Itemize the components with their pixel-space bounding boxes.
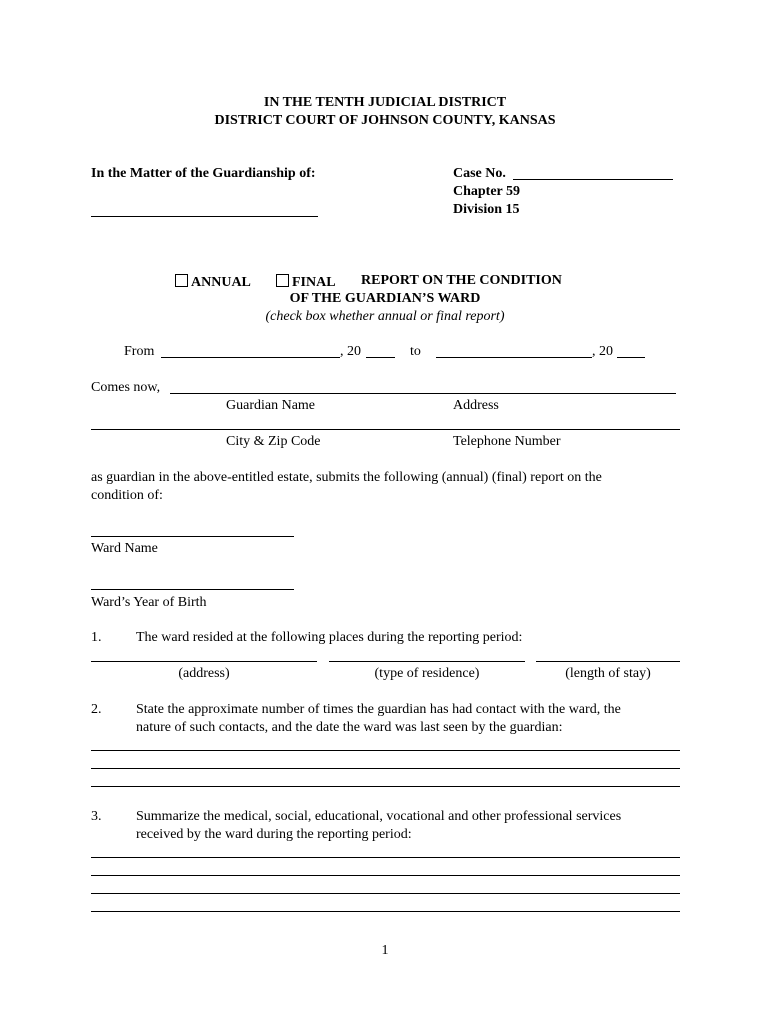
matter-label: In the Matter of the Guardianship of: (91, 166, 316, 181)
services-answer-line[interactable] (91, 857, 680, 858)
annual-option[interactable] (175, 274, 251, 290)
statement-line2: condition of: (91, 488, 163, 503)
from-label: From (124, 344, 155, 359)
annual-label: ANNUAL (191, 275, 251, 290)
length-of-stay-field[interactable] (536, 661, 680, 662)
page-number: 1 (381, 943, 389, 958)
item3-text-line1: Summarize the medical, social, educational, vocational and other professional services (136, 809, 622, 824)
ward-birth-year-field[interactable] (91, 589, 294, 590)
ward-name-line[interactable] (91, 216, 318, 217)
from-date-field[interactable] (161, 357, 340, 358)
report-title-line1: REPORT ON THE CONDITION (361, 273, 562, 288)
residence-type-field[interactable] (329, 661, 525, 662)
statement-line1: as guardian in the above-entitled estate, submits the following (annual) (final) report on the (91, 470, 602, 485)
division-label: Division 15 (453, 202, 520, 217)
chapter-label: Chapter 59 (453, 184, 521, 199)
services-answer-line[interactable] (91, 893, 680, 894)
services-answer-line[interactable] (91, 911, 680, 912)
to-date-field[interactable] (436, 357, 592, 358)
ward-name-caption: Ward Name (91, 541, 158, 556)
telephone-caption: Telephone Number (453, 434, 561, 449)
case-no-label: Case No. (453, 166, 506, 181)
ward-name-field[interactable] (91, 536, 294, 537)
from-year-prefix: , 20 (340, 344, 361, 359)
item1-number: 1. (91, 630, 102, 645)
report-instruction: (check box whether annual or final report) (265, 309, 505, 324)
comes-now-label: Comes now, (91, 380, 161, 395)
item3-text-line2: received by the ward during the reporting period: (136, 827, 412, 842)
annual-checkbox[interactable] (175, 274, 188, 287)
court-header-line2: DISTRICT COURT OF JOHNSON COUNTY, KANSAS (214, 113, 556, 128)
final-option[interactable] (276, 274, 336, 290)
report-title-line2: OF THE GUARDIAN’S WARD (289, 291, 481, 306)
contact-answer-line[interactable] (91, 750, 680, 751)
final-checkbox[interactable] (276, 274, 289, 287)
court-header-line1: IN THE TENTH JUDICIAL DISTRICT (263, 95, 507, 110)
final-label: FINAL (292, 275, 336, 290)
to-label: to (410, 344, 421, 359)
city-zip-caption: City & Zip Code (226, 434, 321, 449)
guardian-name-address-field[interactable] (170, 393, 676, 394)
item2-text-line2: nature of such contacts, and the date the ward was last seen by the guardian: (136, 720, 563, 735)
item2-text-line1: State the approximate number of times the guardian has had contact with the ward, the (136, 702, 621, 717)
case-no-field[interactable] (513, 179, 673, 180)
contact-answer-line[interactable] (91, 768, 680, 769)
residence-address-field[interactable] (91, 661, 317, 662)
length-of-stay-column-caption: (length of stay) (565, 666, 651, 681)
address-column-caption: (address) (178, 666, 230, 681)
guardian-name-caption: Guardian Name (226, 398, 316, 413)
residence-type-column-caption: (type of residence) (374, 666, 480, 681)
contact-answer-line[interactable] (91, 786, 680, 787)
to-year-prefix: , 20 (592, 344, 613, 359)
address-caption: Address (453, 398, 499, 413)
city-telephone-field[interactable] (91, 429, 680, 430)
to-year-field[interactable] (617, 357, 645, 358)
services-answer-line[interactable] (91, 875, 680, 876)
item3-number: 3. (91, 809, 102, 824)
from-year-field[interactable] (366, 357, 395, 358)
item1-text: The ward resided at the following places during the reporting period: (136, 630, 523, 645)
ward-birth-year-caption: Ward’s Year of Birth (91, 595, 207, 610)
item2-number: 2. (91, 702, 102, 717)
